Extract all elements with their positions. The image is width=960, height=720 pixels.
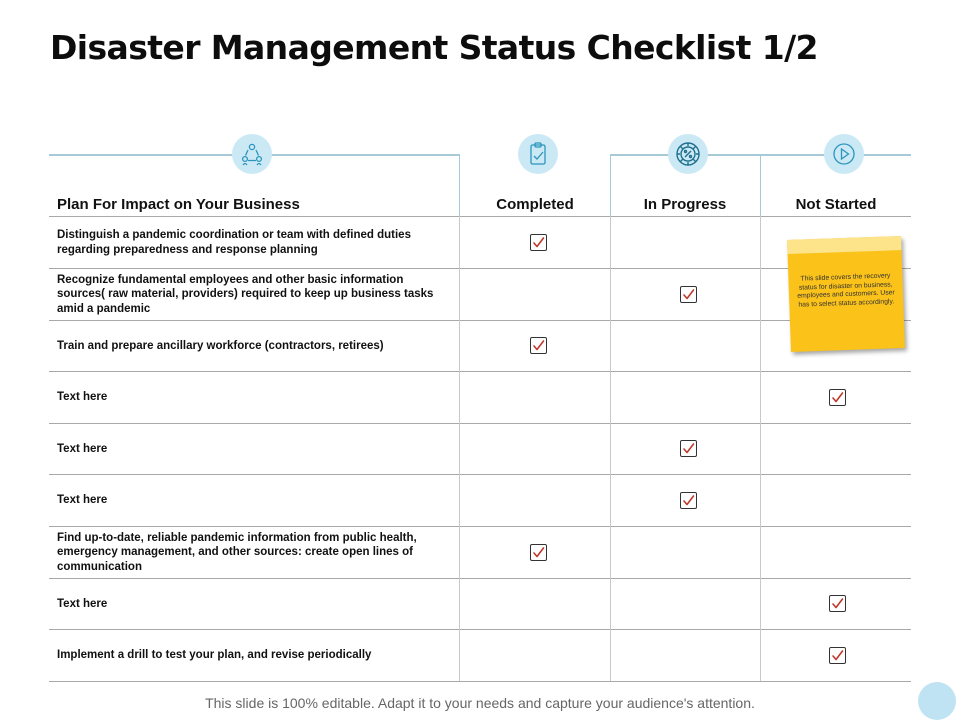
header-plan: Plan For Impact on Your Business xyxy=(57,196,300,213)
row-label: Text here xyxy=(57,442,108,455)
status-checkbox-in-progress[interactable] xyxy=(680,440,697,457)
progress-gauge-icon xyxy=(668,134,708,174)
status-checkbox-completed[interactable] xyxy=(530,337,547,354)
header-not-started: Not Started xyxy=(795,196,877,213)
team-network-icon xyxy=(232,134,272,174)
row-label: Text here xyxy=(57,494,108,507)
row-label: Text here xyxy=(57,597,108,610)
row-label: Recognize fundamental employees and other basic information sources( raw material, providers) required to keep up business tasks amid a pandemic xyxy=(57,273,434,315)
header-in-progress: In Progress xyxy=(643,196,727,213)
sticky-tape xyxy=(787,236,901,254)
status-checkbox-completed[interactable] xyxy=(530,544,547,561)
header-rule-right xyxy=(611,154,911,156)
status-checkbox-in-progress[interactable] xyxy=(680,286,697,303)
column-divider xyxy=(610,216,611,681)
corner-circle-button[interactable] xyxy=(918,682,956,720)
status-checkbox-not-started[interactable] xyxy=(829,595,846,612)
status-checkbox-not-started[interactable] xyxy=(829,647,846,664)
row-label: Find up-to-date, reliable pandemic information from public health, emergency management, and other sources: create open lines of communication xyxy=(57,531,417,573)
status-checkbox-not-started[interactable] xyxy=(829,389,846,406)
sticky-note xyxy=(787,236,905,352)
column-divider xyxy=(459,216,460,681)
clipboard-check-icon xyxy=(518,134,558,174)
status-checkbox-in-progress[interactable] xyxy=(680,492,697,509)
column-divider xyxy=(760,216,761,681)
footer-text: This slide is 100% editable. Adapt it to your needs and capture your audience's attention. xyxy=(205,695,755,711)
header-completed: Completed xyxy=(496,196,574,213)
row-divider xyxy=(49,681,911,682)
sticky-note-text: This slide covers the recovery status for disaster on business, employees and customers. User has to select status accordingly. xyxy=(797,272,895,309)
status-checkbox-completed[interactable] xyxy=(530,234,547,251)
play-icon xyxy=(824,134,864,174)
row-label: Distinguish a pandemic coordination or team with defined duties regarding preparedness and response planning xyxy=(57,229,411,256)
row-label: Train and prepare ancillary workforce (contractors, retirees) xyxy=(57,339,384,352)
row-label: Implement a drill to test your plan, and revise periodically xyxy=(57,649,372,662)
row-label: Text here xyxy=(57,391,108,404)
page-title: Disaster Management Status Checklist 1/2 xyxy=(50,28,818,67)
